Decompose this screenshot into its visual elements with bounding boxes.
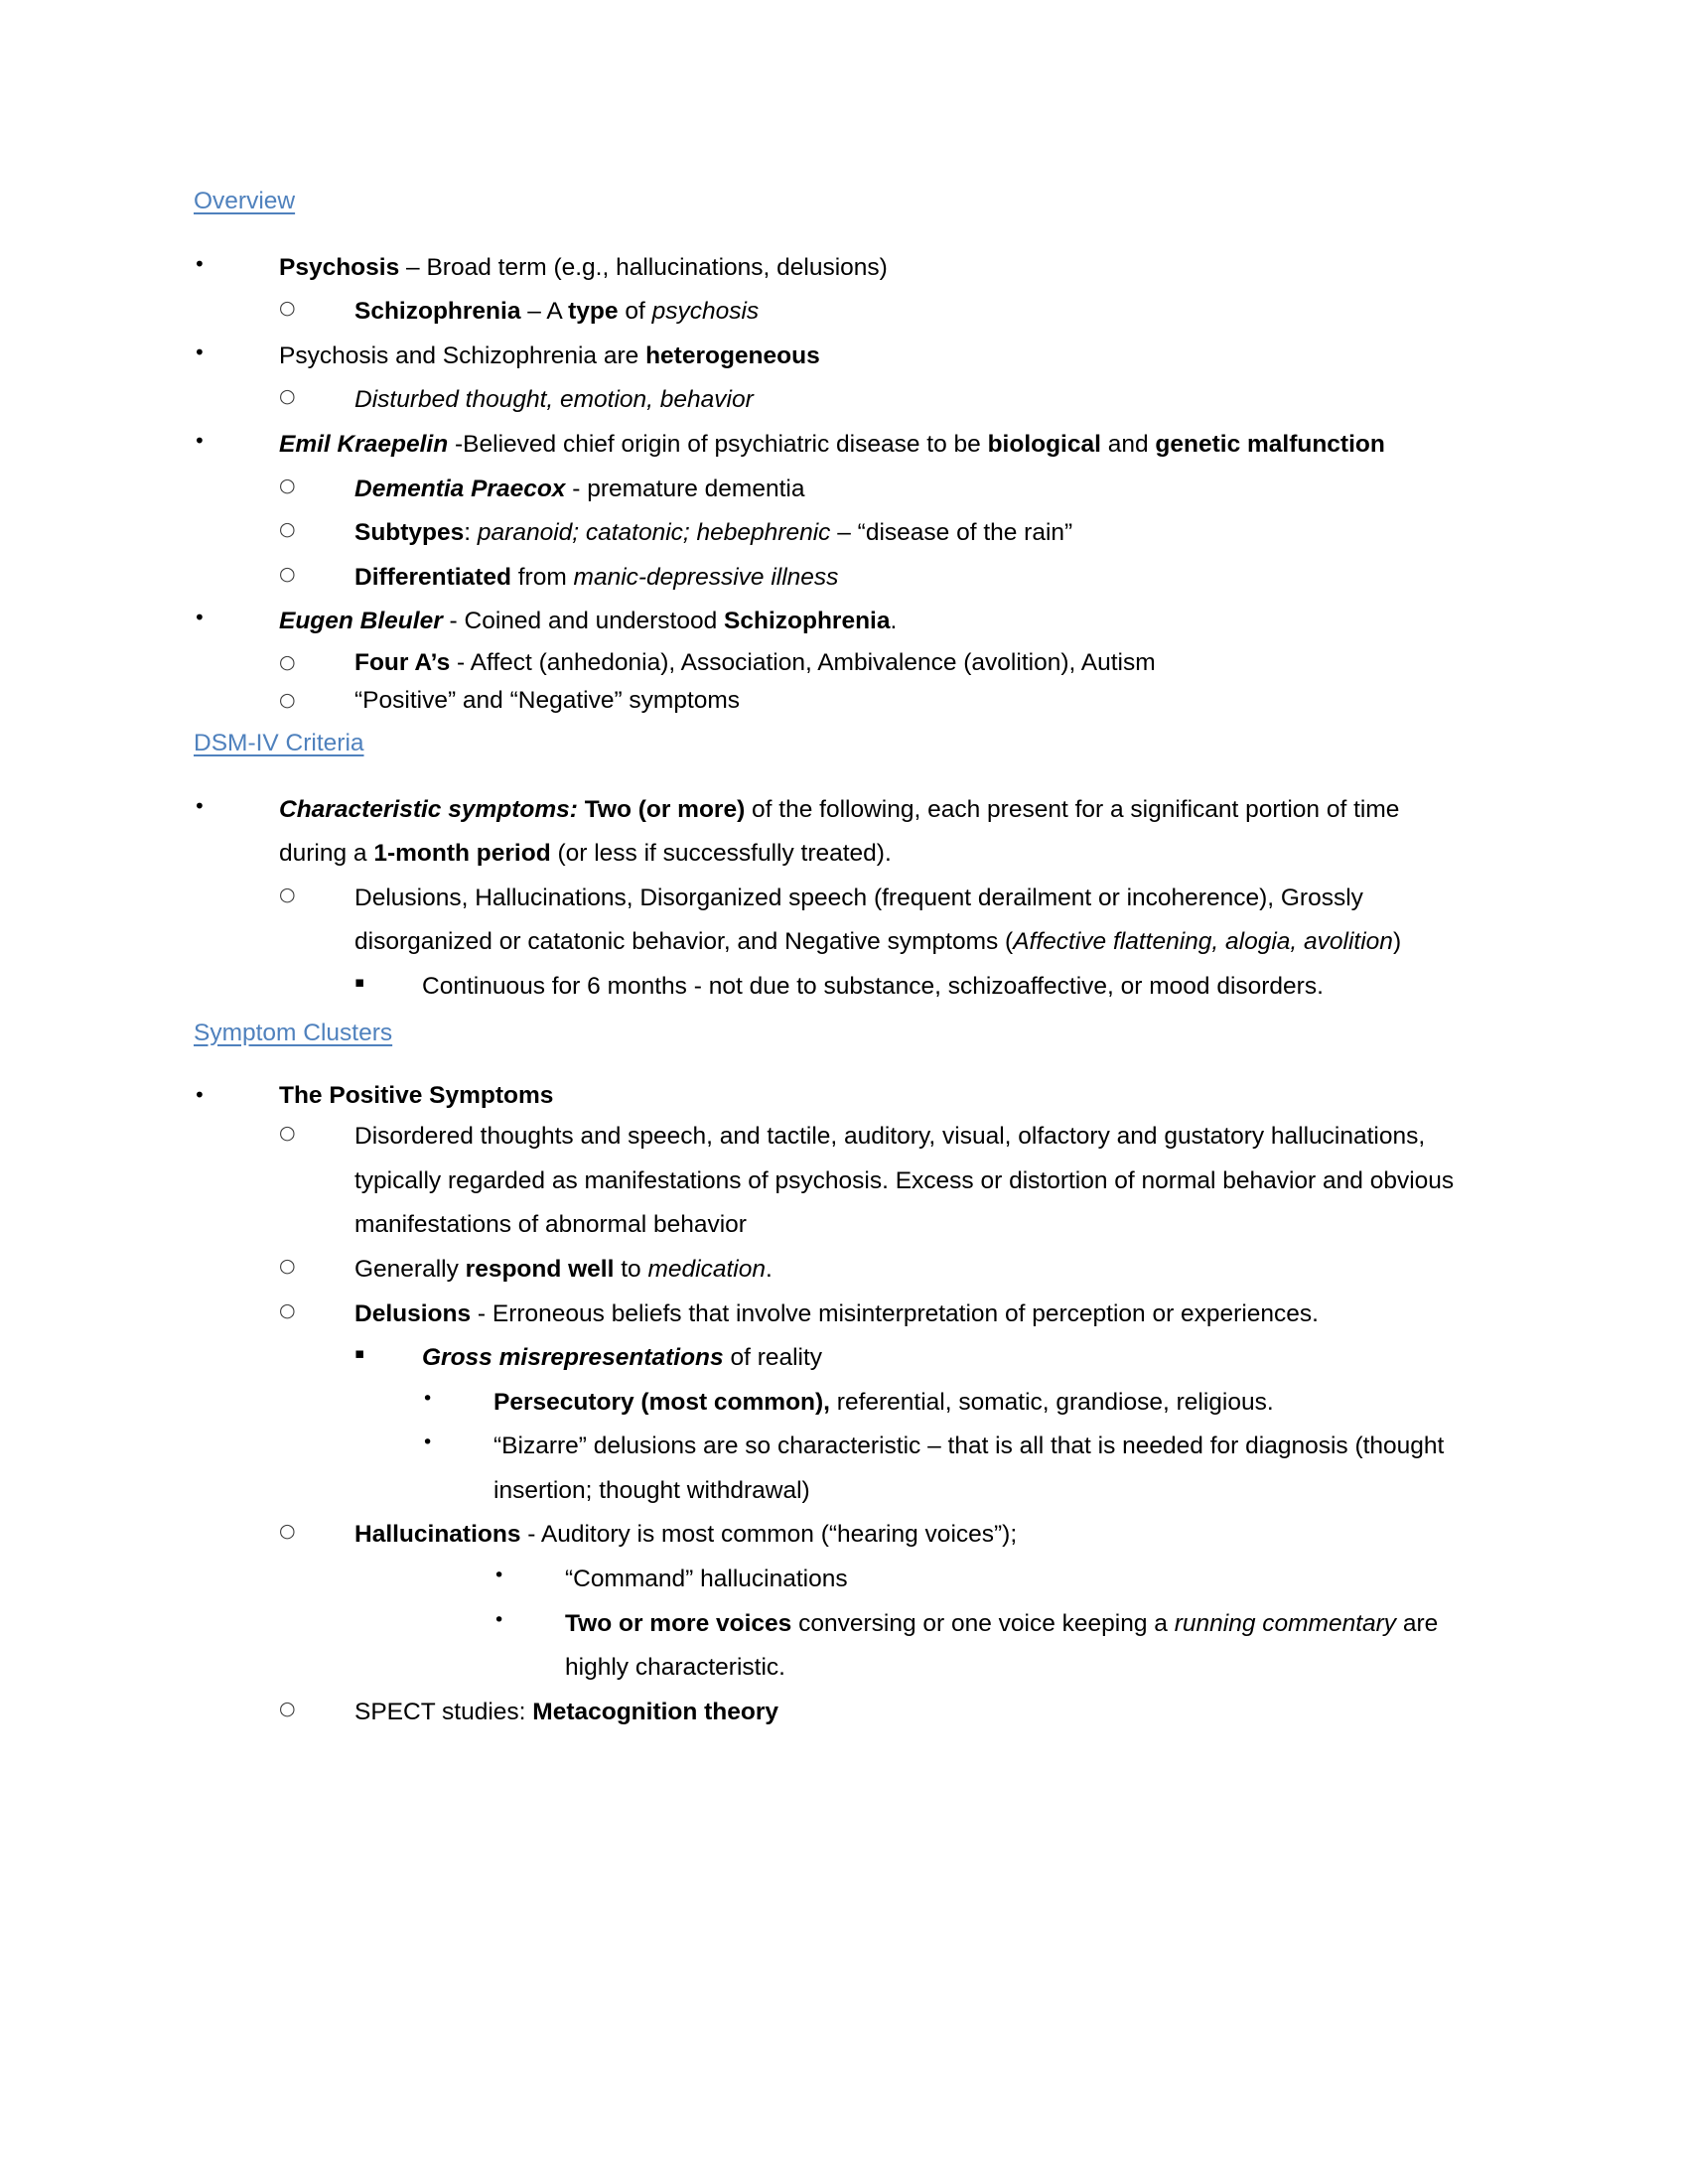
- bullet-disc-icon: •: [194, 429, 206, 454]
- list-item: [493, 1602, 1460, 1691]
- list-item: [194, 788, 1460, 1010]
- text-italic: paranoid; catatonic; hebephrenic: [477, 519, 831, 547]
- text-plain: SPECT studies:: [354, 1698, 533, 1725]
- list-item-text: [279, 600, 1460, 644]
- list-item: [194, 423, 1460, 600]
- text-plain: – “disease of the rain”: [830, 519, 1073, 547]
- list-item-text: [279, 788, 1460, 877]
- list-item-text: “Bizarre” delusions are so characteristic – that is all that is needed for diagnosis (thought insertion; thought withdrawal): [493, 1433, 1445, 1504]
- text-bold-italic: Characteristic symptoms:: [279, 795, 578, 823]
- text-plain: - premature dementia: [565, 475, 805, 502]
- text-bold: 1-month period: [373, 840, 551, 868]
- bullet-circle-icon: ○: [279, 385, 296, 408]
- list-item: [194, 1077, 1460, 1734]
- text-plain: -Believed chief origin of psychiatric disease to be: [448, 431, 988, 459]
- outline-level-3: [354, 1336, 1460, 1513]
- bullet-square-icon: ▪: [354, 972, 365, 991]
- text-plain: and: [1100, 431, 1156, 459]
- list-item: [279, 468, 1460, 512]
- text-bold: Four A’s: [354, 648, 451, 676]
- bullet-circle-icon: ○: [279, 1254, 296, 1277]
- outline-level-1-dsm: [194, 788, 1460, 1010]
- bullet-disc-icon: •: [194, 340, 206, 364]
- list-item: [279, 877, 1460, 1010]
- spacer: [194, 762, 1460, 788]
- text-plain: [578, 796, 585, 823]
- text-plain: Delusions, Hallucinations, Disorganized speech (frequent derailment or incoherence), Grossly disorganized or catatonic behavior, and Negative symptoms (: [354, 884, 1363, 956]
- list-item-text: Disordered thoughts and speech, and tactile, auditory, visual, olfactory and gustatory hallucinations, typically regarded as manifestations of psychosis. Excess or distortion of normal behavior and obvious manifestations of abnormal behavior: [354, 1123, 1455, 1239]
- list-item-text: [279, 1077, 1460, 1115]
- bullet-disc-icon: •: [194, 793, 206, 818]
- text-plain: Generally: [354, 1255, 466, 1283]
- outline-level-2: [279, 644, 1460, 720]
- bullet-disc-icon: •: [493, 1565, 505, 1587]
- list-item-text: [279, 423, 1460, 468]
- bullet-circle-icon: ○: [279, 562, 296, 585]
- list-item-text: [354, 290, 1460, 335]
- list-item-text: [354, 511, 1460, 556]
- text-bold: Two (or more): [584, 795, 746, 823]
- bullet-circle-icon: ○: [279, 474, 296, 496]
- bullet-disc-icon: •: [194, 1083, 206, 1108]
- spacer: [194, 1051, 1460, 1077]
- outline-level-2: [279, 378, 1460, 423]
- document-body: [194, 184, 1460, 1734]
- section-heading-dsm-iv-criteria: [194, 726, 1460, 762]
- outline-level-1-overview: [194, 246, 1460, 720]
- bullet-disc-icon: •: [422, 1432, 434, 1454]
- text-bold: Schizophrenia: [724, 608, 891, 635]
- list-item: [194, 335, 1460, 423]
- text-plain: to: [614, 1255, 648, 1283]
- bullet-circle-icon: ○: [279, 1520, 296, 1543]
- text-bold-italic: Gross misrepresentations: [422, 1344, 724, 1372]
- list-item-text: [354, 468, 1460, 512]
- bullet-square-icon: ▪: [354, 1344, 365, 1363]
- list-item: [279, 290, 1460, 335]
- text-bold: Schizophrenia: [354, 298, 521, 326]
- text-plain: – A: [520, 298, 569, 326]
- outline-level-1-symptom-clusters: [194, 1077, 1460, 1734]
- list-item: [194, 246, 1460, 335]
- text-bold: Hallucinations: [354, 1521, 521, 1549]
- text-plain: - Erroneous beliefs that involve misinterpretation of perception or experiences.: [471, 1299, 1319, 1327]
- list-item: [279, 1513, 1460, 1690]
- outline-level-2: [279, 877, 1460, 1010]
- text-plain: - Coined and understood: [442, 608, 725, 635]
- outline-level-2: [279, 468, 1460, 601]
- bullet-disc-icon: •: [194, 251, 206, 276]
- text-plain: conversing or one voice keeping a: [791, 1609, 1175, 1637]
- text-italic: running commentary: [1174, 1609, 1397, 1637]
- list-item: [422, 1425, 1460, 1513]
- outline-level-4: [354, 1558, 1460, 1691]
- section-heading-symptom-clusters-text: Symptom Clusters: [194, 1019, 393, 1046]
- bullet-circle-icon: ○: [279, 883, 296, 905]
- text-bold: Persecutory (most common),: [493, 1388, 830, 1416]
- text-plain: :: [464, 519, 478, 547]
- text-bold: type: [568, 298, 619, 326]
- bullet-circle-icon: ○: [279, 650, 296, 673]
- list-item: [279, 1248, 1460, 1293]
- list-item-text: [493, 1381, 1460, 1426]
- list-item: [279, 1691, 1460, 1735]
- list-item-text: [354, 556, 1460, 601]
- text-plain: from: [510, 563, 574, 591]
- text-bold: genetic malfunction: [1155, 431, 1385, 459]
- text-italic: manic-depressive illness: [573, 563, 839, 591]
- list-item: [279, 1115, 1460, 1248]
- section-heading-dsm-iv-criteria-text: DSM-IV Criteria: [194, 729, 364, 756]
- list-item: [279, 378, 1460, 423]
- spacer: [194, 220, 1460, 246]
- outline-level-3: [354, 965, 1460, 1010]
- list-item-text: [354, 1513, 1460, 1558]
- text-plain: – Broad term (e.g., hallucinations, delusions): [399, 253, 888, 281]
- section-heading-symptom-clusters: [194, 1016, 1460, 1052]
- section-heading-overview: [194, 184, 1460, 220]
- text-italic: medication: [647, 1255, 766, 1283]
- text-bold: biological: [987, 431, 1101, 459]
- outline-level-4: [422, 1381, 1460, 1514]
- list-item-text: “Positive” and “Negative” symptoms: [354, 686, 741, 714]
- list-item-text: [422, 1336, 1460, 1381]
- list-item-text: [279, 246, 1460, 291]
- text-plain: are highly characteristic.: [565, 1609, 1439, 1682]
- bullet-circle-icon: ○: [279, 1697, 296, 1719]
- list-item: [422, 1381, 1460, 1426]
- text-plain: .: [765, 1255, 773, 1283]
- text-bold: heterogeneous: [645, 341, 820, 369]
- list-item: [279, 1293, 1460, 1514]
- text-bold-italic: Eugen Bleuler: [279, 608, 443, 635]
- list-item-text: [279, 335, 1460, 379]
- text-bold: Two or more voices: [565, 1609, 792, 1637]
- outline-level-2: [279, 1115, 1460, 1734]
- bullet-circle-icon: ○: [279, 297, 296, 320]
- bullet-circle-icon: ○: [279, 1122, 296, 1145]
- bullet-circle-icon: ○: [279, 1298, 296, 1321]
- outline-level-2: [279, 290, 1460, 335]
- text-plain: - Auditory is most common (“hearing voices”);: [520, 1521, 1018, 1549]
- list-item-text: Continuous for 6 months - not due to substance, schizoaffective, or mood disorders.: [422, 972, 1324, 1000]
- text-plain: .: [890, 608, 898, 635]
- text-bold: Metacognition theory: [532, 1698, 779, 1725]
- list-item: [493, 1558, 1460, 1602]
- section-heading-overview-text: Overview: [194, 188, 296, 214]
- bullet-circle-icon: ○: [279, 518, 296, 541]
- bullet-disc-icon: •: [194, 606, 206, 630]
- list-item-text: [354, 1293, 1460, 1337]
- text-bold: Delusions: [354, 1299, 472, 1327]
- bullet-disc-icon: •: [493, 1608, 505, 1631]
- list-item: [354, 965, 1460, 1010]
- text-bold: Psychosis: [279, 253, 400, 281]
- text-plain: ): [1392, 928, 1402, 956]
- text-plain: of: [618, 298, 652, 326]
- text-bold-italic: Emil Kraepelin: [279, 431, 449, 459]
- text-plain: referential, somatic, grandiose, religious.: [830, 1388, 1274, 1416]
- list-item-text: [565, 1602, 1460, 1691]
- list-item-text: [354, 1691, 1460, 1735]
- list-item: [279, 644, 1460, 682]
- text-italic: psychosis: [651, 298, 760, 326]
- text-plain: of reality: [723, 1344, 823, 1372]
- bullet-disc-icon: •: [422, 1387, 434, 1410]
- text-bold-italic: Dementia Praecox: [354, 475, 566, 502]
- list-item: [279, 556, 1460, 601]
- text-bold: Differentiated: [354, 563, 511, 591]
- text-bold: The Positive Symptoms: [279, 1082, 554, 1110]
- list-item-text: [354, 877, 1460, 965]
- text-bold: Subtypes: [354, 519, 465, 547]
- list-item-text: [354, 1248, 1460, 1293]
- text-plain: - Affect (anhedonia), Association, Ambivalence (avolition), Autism: [450, 648, 1156, 676]
- text-plain: of the following, each present for a significant portion of time during a: [279, 795, 1400, 868]
- bullet-circle-icon: ○: [279, 688, 296, 711]
- list-item-text: [354, 644, 1460, 682]
- text-italic: Affective flattening, alogia, avolition: [1013, 928, 1393, 956]
- list-item-text: “Command” hallucinations: [565, 1566, 848, 1593]
- list-item: [354, 1336, 1460, 1513]
- list-item: [279, 682, 1460, 720]
- list-item-text: [354, 378, 1460, 423]
- text-plain: (or less if successfully treated).: [550, 840, 892, 868]
- text-bold: respond well: [465, 1255, 615, 1283]
- text-plain: Psychosis and Schizophrenia are: [279, 341, 646, 369]
- text-italic: Disturbed thought, emotion, behavior: [354, 386, 754, 414]
- list-item: [279, 511, 1460, 556]
- list-item: [194, 600, 1460, 720]
